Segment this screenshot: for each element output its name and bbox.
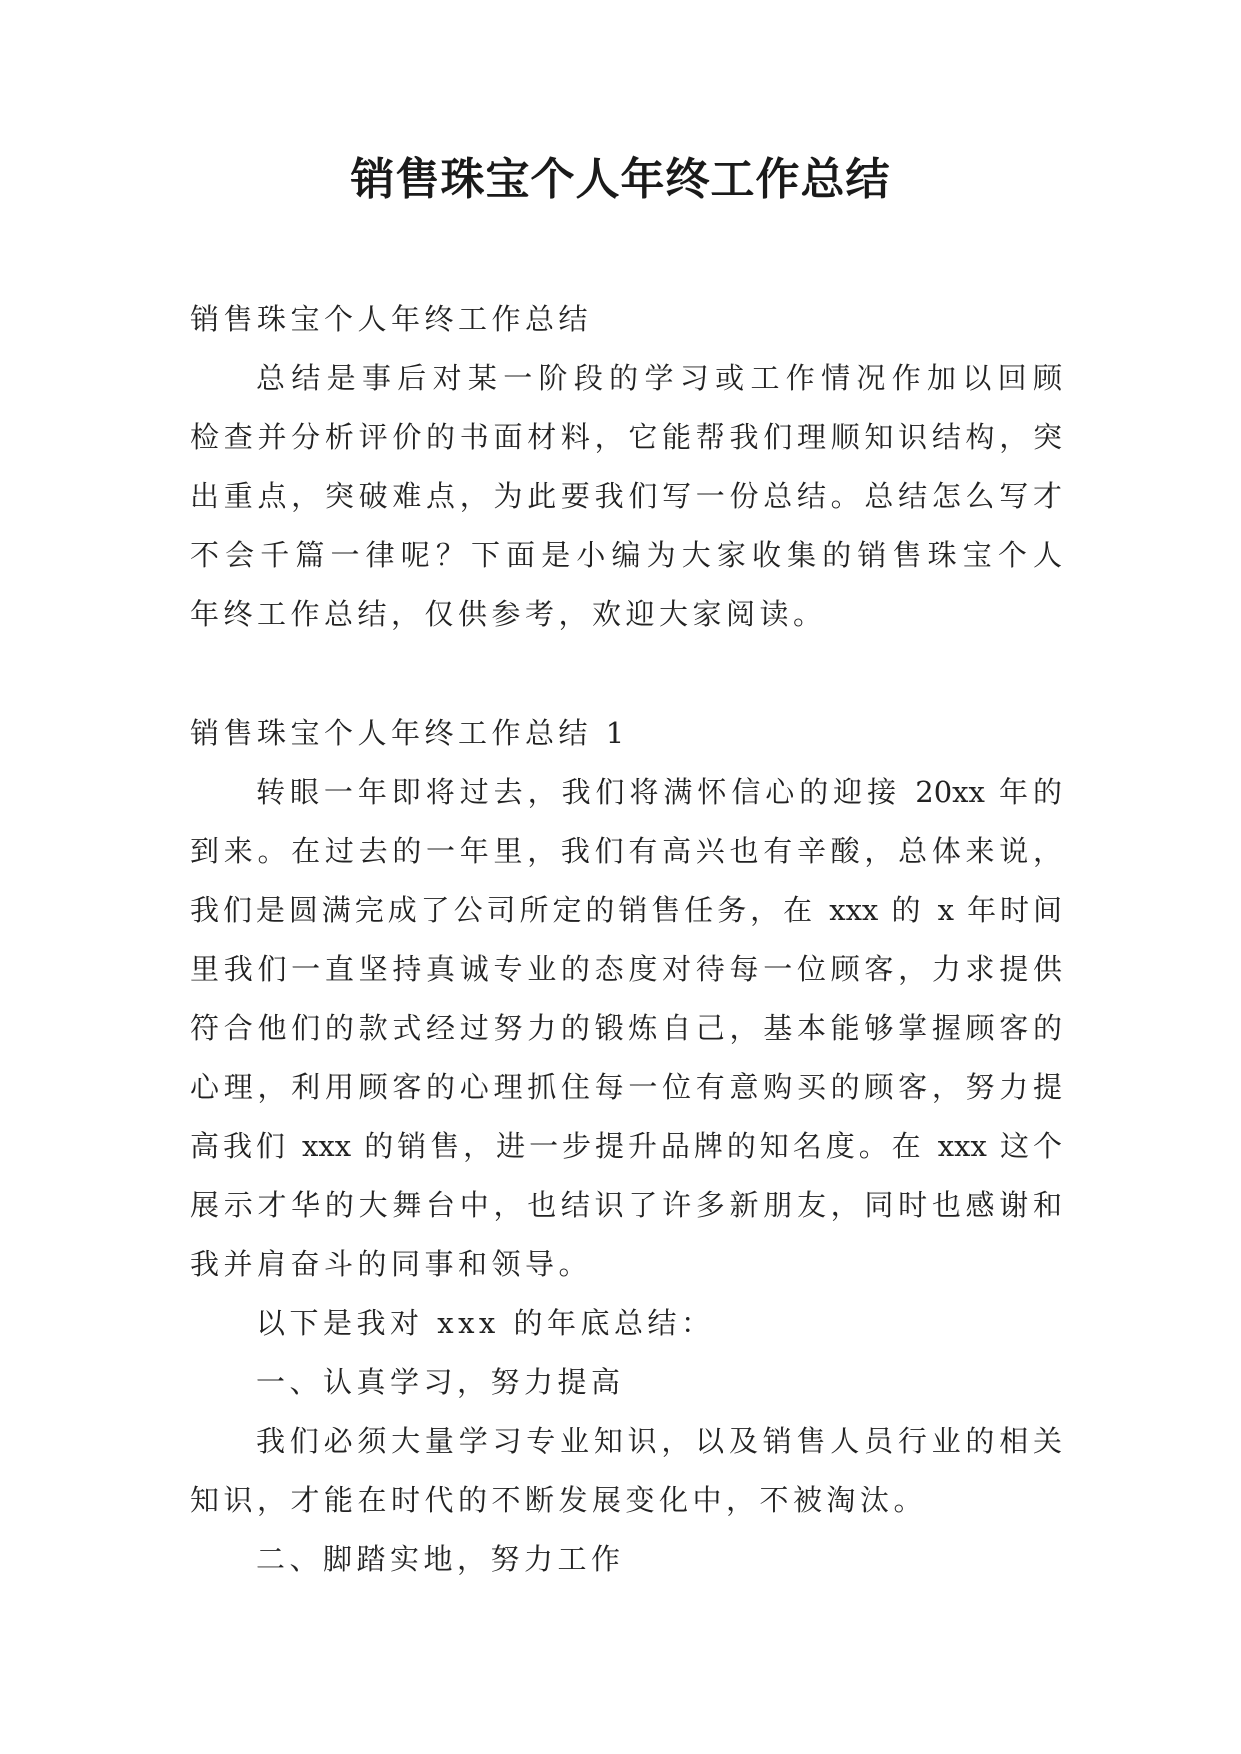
paragraph-line: 我们是圆满完成了公司所定的销售任务，在 xxx 的 x 年时间	[190, 893, 1062, 927]
paragraph-line: 心理，利用顾客的心理抓住每一位有意购买的顾客，努力提	[190, 1070, 1062, 1104]
spacer	[190, 644, 1062, 704]
point-heading: 二、脚踏实地，努力工作	[256, 1542, 625, 1576]
paragraph-line: 里我们一直坚持真诚专业的态度对待每一位顾客，力求提供	[190, 952, 1062, 986]
summary-intro: 以下是我对 xxx 的年底总结：	[256, 1306, 715, 1340]
document-title: 销售珠宝个人年终工作总结	[350, 154, 891, 205]
paragraph-line: 展示才华的大舞台中，也结识了许多新朋友，同时也感谢和	[190, 1188, 1062, 1222]
point-heading: 一、认真学习，努力提高	[256, 1365, 625, 1399]
paragraph-line: 符合他们的款式经过努力的锻炼自己，基本能够掌握顾客的	[190, 1011, 1062, 1045]
paragraph-line: 我们必须大量学习专业知识，以及销售人员行业的相关	[256, 1424, 1062, 1458]
paragraph-line: 年终工作总结，仅供参考，欢迎大家阅读。	[190, 597, 827, 631]
section1-paragraph	[190, 763, 1062, 1294]
section-heading: 销售珠宝个人年终工作总结 1	[190, 716, 629, 750]
paragraph-line: 到来。在过去的一年里，我们有高兴也有辛酸，总体来说，	[190, 834, 1062, 868]
paragraph-line: 检查并分析评价的书面材料，它能帮我们理顺知识结构，突	[190, 420, 1062, 454]
paragraph-line: 转眼一年即将过去，我们将满怀信心的迎接 20xx 年的	[256, 775, 1062, 809]
document-body	[190, 290, 1062, 1589]
paragraph-line: 我并肩奋斗的同事和领导。	[190, 1247, 593, 1281]
paragraph-line: 知识，才能在时代的不断发展变化中，不被淘汰。	[190, 1483, 928, 1517]
paragraph-line: 不会千篇一律呢？下面是小编为大家收集的销售珠宝个人	[190, 538, 1062, 572]
intro-paragraph	[190, 349, 1062, 644]
point1-paragraph	[190, 1412, 1062, 1530]
document-subtitle: 销售珠宝个人年终工作总结	[190, 302, 593, 336]
paragraph-line: 总结是事后对某一阶段的学习或工作情况作加以回顾	[256, 361, 1062, 395]
paragraph-line: 出重点，突破难点，为此要我们写一份总结。总结怎么写才	[190, 479, 1062, 513]
paragraph-line: 高我们 xxx 的销售，进一步提升品牌的知名度。在 xxx 这个	[190, 1129, 1062, 1163]
